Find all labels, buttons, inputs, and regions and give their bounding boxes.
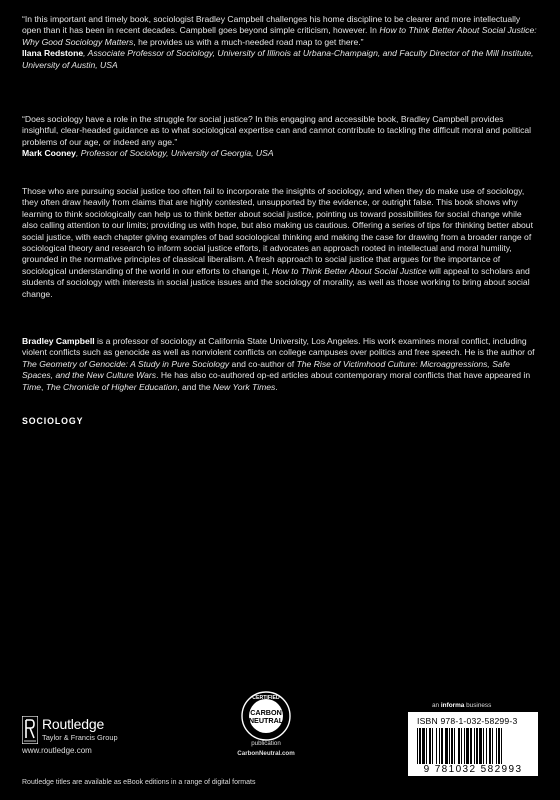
quote-author: Ilana Redstone <box>22 48 84 59</box>
routledge-emblem-icon <box>22 716 38 744</box>
bio-text: . He has also co-authored op-ed articles about contemporary moral conflicts that have appeared in <box>156 370 531 381</box>
barcode-digits: 9 781032 582993 <box>423 764 523 775</box>
description-text: Those who are pursuing social justice too often fail to incorporate the insights of sociology, and when they do make use of sociology, they often draw heavily from claims that are highly contested, unsupported by the evidence, or outright false. This book shows why learning to think sociologically can help us to think better about social justice, pointing us toward possibilities for social change while also calling attention to our limits; providing us with hope, but also making us cautious. Offering a series of tips for thinking better about social justice, with each chapter giving examples of bad sociological thinking and making the case for drawing from a broader range of sociological theory and research to inform social justice efforts, it advocates an approach rooted in intellectual and moral humility, grounded in the normative principles of classical liberalism. A fresh approach to social justice that argues for the importance of sociological understanding of the world in our efforts to change it, <box>22 186 533 276</box>
isbn-barcode <box>408 712 538 776</box>
publisher-group: Taylor & Francis Group <box>42 733 118 742</box>
informa-brand: informa <box>440 702 465 709</box>
ebook-availability-note: Routledge titles are available as eBook editions in a range of digital formats <box>22 779 256 786</box>
author-bio <box>22 336 538 393</box>
carbon-ring-text: CERTIFIED <box>252 695 280 701</box>
endorsement-quote-2 <box>22 114 538 160</box>
carbon-website: CarbonNeutral.com <box>237 750 295 757</box>
bio-book-1: The Geometry of Genocide: A Study in Pure Sociology <box>22 358 230 369</box>
informa-tagline <box>432 702 491 709</box>
quote-text: “In this important and timely book, sociologist Bradley Campbell challenges his home discipline to be clearer and more intellectually open than it has been in recent decades. Campbell goes beyond simple criticism, however. In <box>22 14 521 36</box>
publisher-logo <box>22 716 202 756</box>
bio-publication-2: The Chronicle of Higher Education <box>45 381 178 392</box>
bio-end: . <box>275 381 278 392</box>
bio-text: is a professor of sociology at California State University, Los Angeles. His work examines moral conflict, including violent conflicts such as genocide as well as nonviolent conflicts on college campuses over politics and free speech. He is the author of <box>22 336 535 358</box>
bio-text: and co-author of <box>229 358 297 369</box>
bio-publication-1: Time <box>22 381 42 392</box>
endorsement-quote-1 <box>22 14 538 71</box>
isbn-number: ISBN 978-1-032-58299-3 <box>417 716 518 726</box>
description-book-title: How to Think Better About Social Justice <box>271 265 427 276</box>
quote-text-end: , he provides us with a much-needed road map to get there.” <box>133 36 364 47</box>
quote-author: Mark Cooney <box>22 148 76 159</box>
author-name: Bradley Campbell <box>22 336 95 346</box>
quote-book-title: How to Think Better About Social Justice: Why Good Sociology Matters <box>22 25 537 47</box>
publisher-name: Routledge <box>42 716 105 732</box>
carbon-line2: NEUTRAL <box>248 716 284 725</box>
informa-prefix: an <box>432 702 441 709</box>
publisher-website[interactable]: www.routledge.com <box>22 746 92 755</box>
quote-affiliation: , Professor of Sociology, University of Georgia, USA <box>75 148 274 159</box>
description-text-end: will appeal to scholars and students of sociology with interests in social justice issues and the sociology of morality, as well as those working to bring about social change. <box>22 265 530 299</box>
quote-text: “Does sociology have a role in the struggle for social justice? In this engaging and accessible book, Bradley Campbell provides insightful, clear-headed guidance as to what sociological expertise can and cannot contribute to tackling the difficult moral and political problems of our age, or indeed any age.” <box>22 114 532 147</box>
barcode-icon <box>416 728 530 764</box>
bio-publication-3: New York Times <box>213 381 276 392</box>
bio-book-2: The Rise of Victimhood Culture: Microaggressions, Safe Spaces, and the New Culture Wars <box>22 358 510 381</box>
informa-suffix: business <box>464 702 492 709</box>
carbon-line1: CARBON <box>250 708 282 717</box>
bio-separator: , <box>41 381 46 392</box>
book-description <box>22 186 538 300</box>
quote-affiliation: , Associate Professor of Sociology, University of Illinois at Urbana-Champaign, and Faculty Director of the Mill Institute, University of Austin, USA <box>22 48 534 70</box>
bio-separator: , and the <box>177 381 214 392</box>
subject-category: SOCIOLOGY <box>22 416 84 426</box>
carbon-subtitle: publication <box>251 740 281 747</box>
